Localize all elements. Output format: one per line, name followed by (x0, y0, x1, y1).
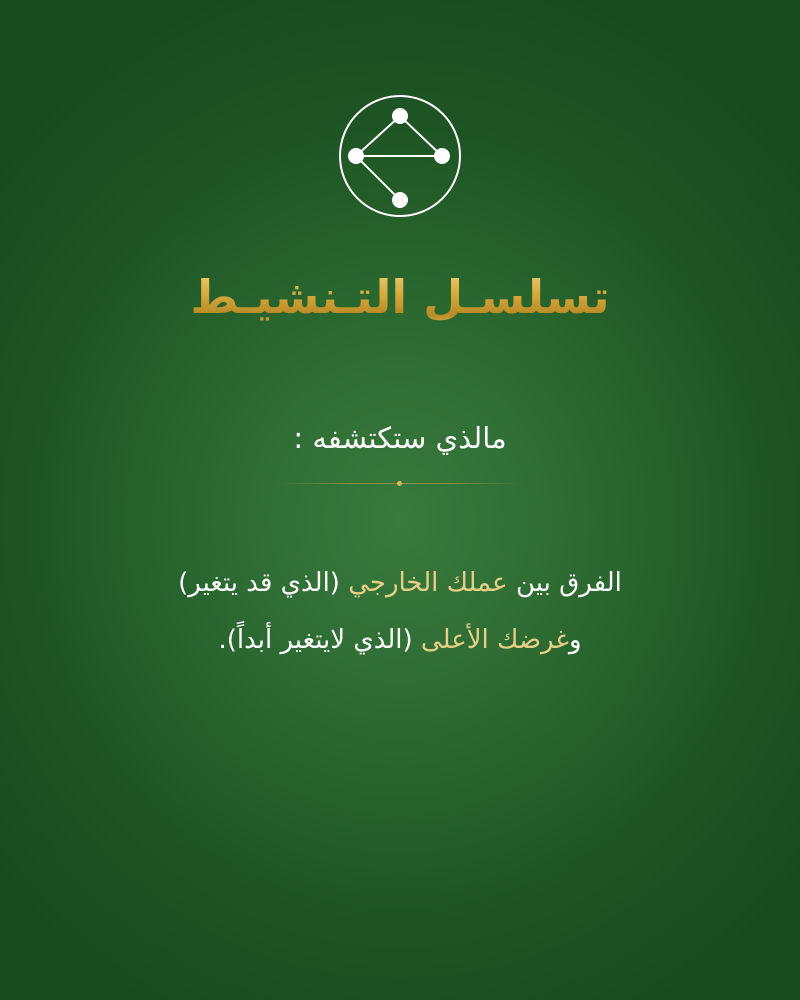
body-line-2-prefix: و (568, 625, 582, 655)
body-line-1-note: (الذي قد يتغير) (178, 568, 340, 598)
highlight-higher-purpose: غرضك الأعلى (420, 625, 569, 655)
subtitle: مالذي ستكتشفه : (293, 421, 507, 455)
body-line-1-text: الفرق بين (515, 568, 622, 598)
body-line-1 (0, 561, 800, 605)
page-title: تسلسـل التـنشيـط (0, 262, 800, 332)
divider (278, 483, 522, 485)
body-line-2 (0, 618, 800, 662)
highlight-outer-work: عملك الخارجي (348, 568, 508, 598)
network-nodes-icon (338, 94, 462, 218)
body-line-2-note: (الذي لايتغير أبداً). (218, 625, 413, 655)
